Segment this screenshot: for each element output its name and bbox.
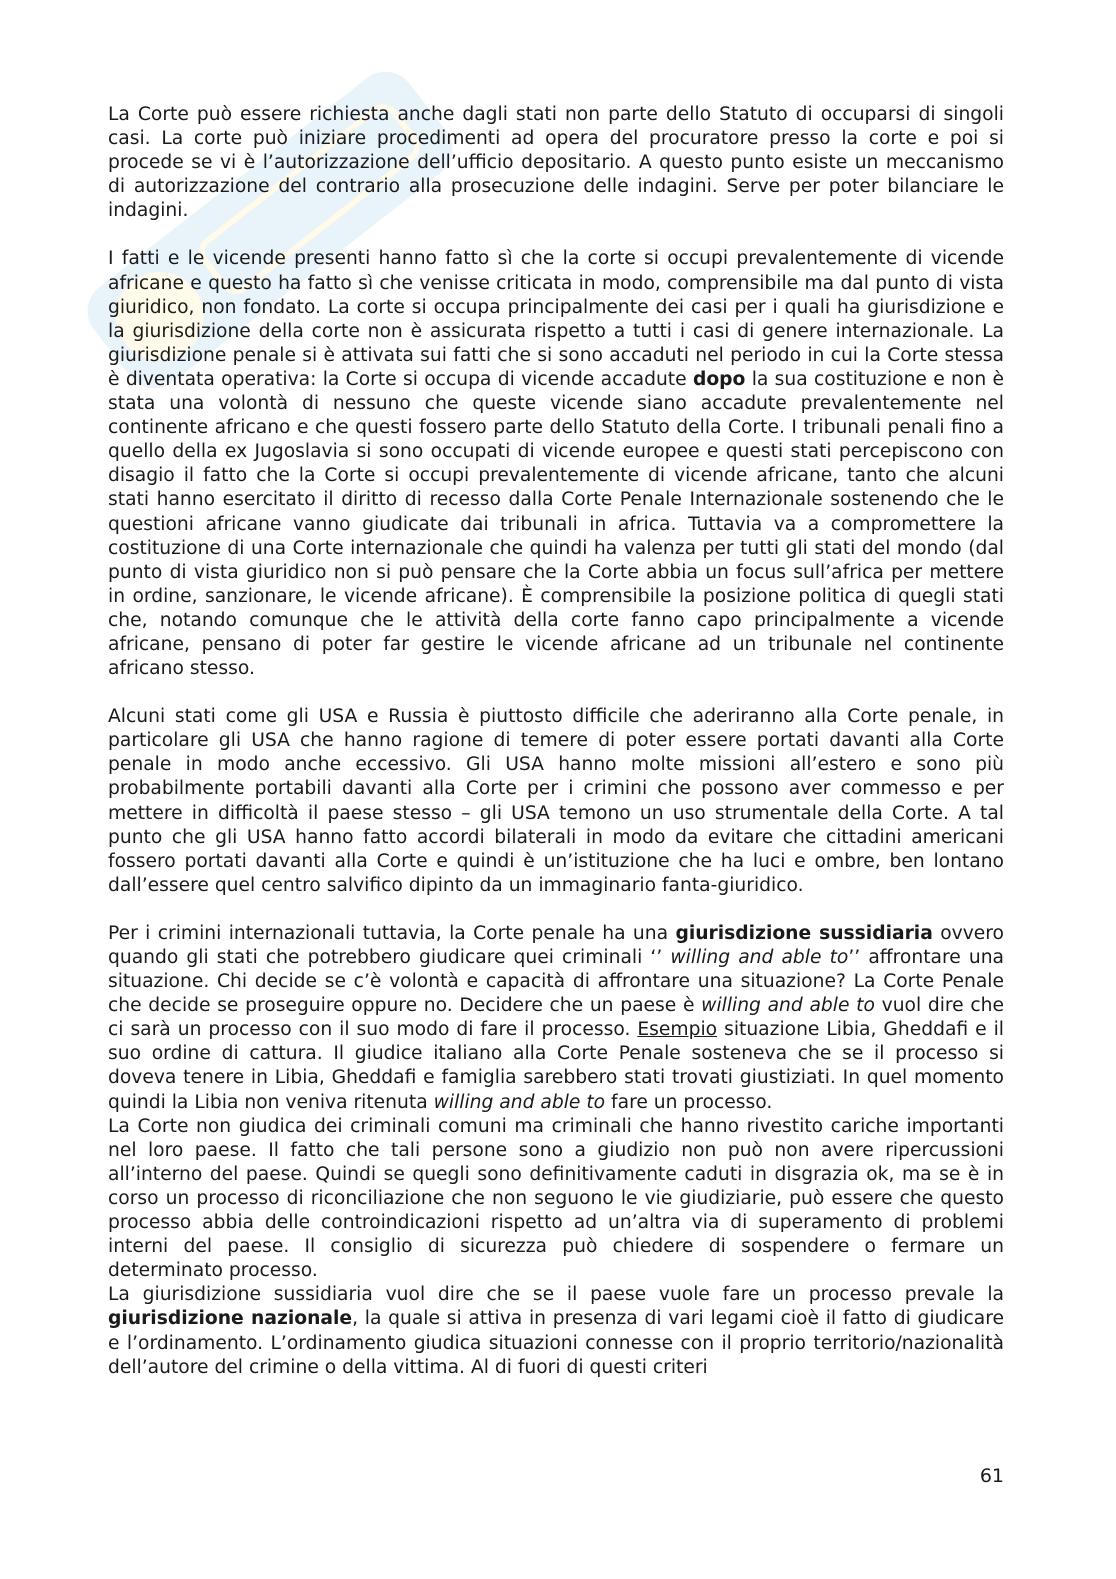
underlined-label: Esempio xyxy=(637,1019,718,1041)
bold-term: giurisdizione sussidiaria xyxy=(675,922,933,944)
paragraph xyxy=(108,247,1004,681)
text-run: ovvero quando gli stati che potrebbero giudicare quei criminali ‘’ xyxy=(108,922,1004,968)
paragraph xyxy=(108,705,1004,898)
text-run: fare un processo. xyxy=(605,1091,773,1113)
page-number: 61 xyxy=(979,1465,1004,1487)
bold-term: giurisdizione nazionale xyxy=(108,1308,353,1330)
text-run: Per i crimini internazionali tuttavia, la Corte penale ha una xyxy=(108,922,676,944)
text-run: Alcuni stati come gli USA e Russia è piuttosto difficile che aderiranno alla Corte penale, in particolare gli USA che hanno ragione di temere di poter essere portati davanti alla Corte penale in modo anche eccessivo. Gli USA hanno molte missioni all’estero e sono più probabilmente portabili davanti alla Corte per i crimini che possono aver commesso e per mettere in difficoltà il paese stesso – gli USA temono un uso strumentale della Corte. A tal punto che gli USA hanno fatto accordi bilaterali in modo da evitare che cittadini americani fossero portati davanti alla Corte e quindi è un’istituzione che ha luci e ombre, ben lontano dall’essere quel centro salvifico dipinto da un immaginario fanta-giuridico. xyxy=(108,706,1004,896)
text-run: La Corte non giudica dei criminali comuni ma criminali che hanno rivestito cariche importanti nel loro paese. Il fatto che tali persone sono a giudizio non può non avere ripercussioni all’interno del paese. Quindi se quegli sono definitivamente caduti in disgrazia ok, ma se è in corso un processo di riconciliazione che non seguono le vie giudiziarie, può essere che questo processo abbia delle controindicazioni rispetto ad un’altra via di superamento di problemi interni del paese. Il consiglio di sicurezza può chiedere di sospendere o fermare un determinato processo. xyxy=(108,1115,1004,1282)
paragraph xyxy=(108,1115,1004,1284)
text-run: I fatti e le vicende presenti hanno fatto sì che la corte si occupi prevalentemente di vicende africane e questo ha fatto sì che venisse criticata in modo, comprensibile ma dal punto di vista giuridico, non fondato. La corte si occupa principalmente dei casi per i quali ha giurisdizione e la giurisdizione della corte non è assicurata rispetto a tutti i casi di genere internazionale. La giurisdizione penale si è attivata sui fatti che si sono accaduti nel periodo in cui la Corte stessa è diventata operativa: la Corte si occupa di vicende accadute xyxy=(108,248,1004,390)
paragraph xyxy=(108,1283,1004,1379)
text-run: , la quale si attiva in presenza di vari legami cioè il fatto di giudicare e l’ordinamento. L’ordinamento giudica situazioni connesse con il proprio territorio/nazionalità dell’autore del crimine o della vittima. Al di fuori di questi criteri xyxy=(108,1308,1004,1378)
paragraph xyxy=(108,103,1004,223)
document-page xyxy=(108,103,1004,1380)
text-run: vuol dire che ci sarà un processo con il suo modo di fare il processo. xyxy=(108,995,1004,1041)
italic-phrase: willing and able to xyxy=(701,995,875,1017)
text-run: situazione Libia, Gheddafi e il suo ordine di cattura. Il giudice italiano alla Corte Penale sosteneva che se il processo si doveva tenere in Libia, Gheddafi e famiglia sarebbero stati trovati giustiziati. In quel momento quindi la Libia non veniva ritenuta xyxy=(108,1019,1004,1113)
text-run: La Corte può essere richiesta anche dagli stati non parte dello Statuto di occuparsi di singoli casi. La corte può iniziare procedimenti ad opera del procuratore presso la corte e poi si procede se vi è l’autorizzazione dell’ufficio depositario. A questo punto esiste un meccanismo di autorizzazione del contrario alla prosecuzione delle indagini. Serve per poter bilanciare le indagini. xyxy=(108,104,1004,222)
text-run: La giurisdizione sussidiaria vuol dire che se il paese vuole fare un processo prevale la xyxy=(108,1284,1004,1306)
italic-phrase: willing and able to xyxy=(433,1091,606,1113)
text-run: la sua costituzione e non è stata una volontà di nessuno che queste vicende siano accadute prevalentemente nel continente africano e che questi fossero parte dello Statuto della Corte. I tribunali penali fino a quello della ex Jugoslavia si sono occupati di vicende europee e questi stati percepiscono con disagio il fatto che la Corte si occupi prevalentemente di vicende africane, tanto che alcuni stati hanno esercitato il diritto di recesso dalla Corte Penale Internazionale sostenendo che le questioni africane vanno giudicate dai tribunali in africa. Tuttavia va a compromettere la costituzione di una Corte internazionale che quindi ha valenza per tutti gli stati del mondo (dal punto di vista giuridico non si può pensare che la Corte abbia un focus sull’africa per mettere in ordine, sanzionare, le vicende africane). È comprensibile la posizione politica di quegli stati che, notando comunque che le attività della corte fanno capo principalmente a vicende africane, pensano di poter far gestire le vicende africane ad un tribunale nel continente africano stesso. xyxy=(108,368,1004,680)
paragraph xyxy=(108,922,1004,1115)
italic-phrase: willing and able to xyxy=(670,947,849,968)
bold-term: dopo xyxy=(692,368,746,390)
text-run: ’’ affrontare una situazione. Chi decide se c’è volontà e capacità di affrontare una situazione? La Corte Penale che decide se proseguire oppure no. Decidere che un paese è xyxy=(108,947,1004,1017)
